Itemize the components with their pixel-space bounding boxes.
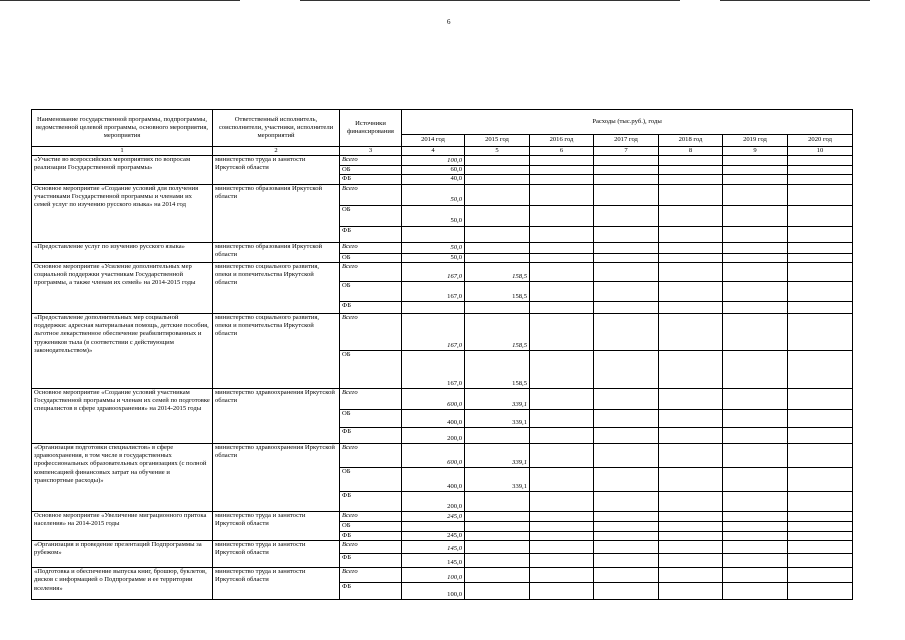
value-2015 <box>465 541 530 554</box>
value-empty <box>723 313 788 350</box>
value-empty <box>594 242 659 253</box>
measure-executor: министерство здравоохранения Иркутской области <box>213 443 340 511</box>
value-2015 <box>465 427 530 443</box>
value-empty <box>788 350 853 388</box>
value-empty <box>659 166 723 175</box>
value-empty <box>659 350 723 388</box>
funding-source: ФБ <box>340 554 402 568</box>
value-2014: 200,0 <box>402 491 465 511</box>
value-empty <box>659 226 723 242</box>
value-empty <box>788 313 853 350</box>
value-empty <box>659 554 723 568</box>
scan-edge-line <box>300 0 680 1</box>
funding-source: Всего <box>340 443 402 467</box>
funding-source: ОБ <box>340 409 402 427</box>
value-empty <box>659 583 723 600</box>
value-empty <box>788 253 853 262</box>
value-empty <box>594 301 659 313</box>
value-empty <box>530 166 594 175</box>
value-2014: 100,0 <box>402 583 465 600</box>
measure-executor: министерство труда и занятости Иркутской области <box>213 511 340 540</box>
year-header: 2014 год <box>402 135 465 147</box>
value-empty <box>723 511 788 521</box>
value-empty <box>788 491 853 511</box>
value-empty <box>530 313 594 350</box>
value-empty <box>659 511 723 521</box>
value-empty <box>530 156 594 166</box>
header-expenses: Расходы (тыс.руб.), годы <box>402 110 853 135</box>
value-empty <box>530 262 594 281</box>
value-empty <box>659 281 723 301</box>
measure-executor: министерство образования Иркутской области <box>213 184 340 242</box>
column-number: 8 <box>659 147 723 156</box>
funding-source: ОБ <box>340 350 402 388</box>
column-number: 1 <box>32 147 213 156</box>
value-empty <box>530 568 594 583</box>
value-empty <box>723 205 788 226</box>
funding-source: Всего <box>340 313 402 350</box>
value-empty <box>788 156 853 166</box>
value-empty <box>788 568 853 583</box>
value-empty <box>659 409 723 427</box>
funding-source: ОБ <box>340 467 402 491</box>
value-2015 <box>465 511 530 521</box>
funding-source: ФБ <box>340 175 402 184</box>
value-empty <box>723 166 788 175</box>
funding-source: Всего <box>340 388 402 409</box>
value-2015 <box>465 242 530 253</box>
year-header: 2017 год <box>594 135 659 147</box>
table-row <box>32 511 853 521</box>
value-2015: 339,1 <box>465 467 530 491</box>
value-empty <box>788 262 853 281</box>
value-empty <box>530 175 594 184</box>
value-empty <box>594 554 659 568</box>
value-empty <box>659 156 723 166</box>
funding-source: ФБ <box>340 427 402 443</box>
value-empty <box>788 583 853 600</box>
value-empty <box>788 541 853 554</box>
value-2014: 60,0 <box>402 166 465 175</box>
table-row <box>32 184 853 205</box>
value-empty <box>530 531 594 540</box>
value-empty <box>723 467 788 491</box>
value-empty <box>788 531 853 540</box>
measure-executor: министерство образования Иркутской области <box>213 242 340 262</box>
value-empty <box>594 226 659 242</box>
value-2014: 50,0 <box>402 184 465 205</box>
value-empty <box>723 443 788 467</box>
value-2014 <box>402 521 465 531</box>
measure-name: Основное мероприятие «Создание условий для получения участниками Государственной программы и членами их семей услуг по изучению русского языка» на 2014 год <box>32 184 213 242</box>
value-empty <box>659 467 723 491</box>
value-2015 <box>465 226 530 242</box>
value-2014: 245,0 <box>402 531 465 540</box>
measure-executor: министерство социального развития, опеки и попечительства Иркутской области <box>213 313 340 388</box>
value-empty <box>723 531 788 540</box>
value-empty <box>659 205 723 226</box>
value-empty <box>594 491 659 511</box>
value-empty <box>594 205 659 226</box>
value-empty <box>723 388 788 409</box>
funding-source: ОБ <box>340 205 402 226</box>
table-row <box>32 156 853 166</box>
value-empty <box>659 388 723 409</box>
value-empty <box>594 541 659 554</box>
value-empty <box>530 491 594 511</box>
value-2015 <box>465 301 530 313</box>
column-number: 10 <box>788 147 853 156</box>
measure-executor: министерство здравоохранения Иркутской области <box>213 388 340 443</box>
table-row <box>32 388 853 409</box>
value-2015 <box>465 531 530 540</box>
value-empty <box>530 281 594 301</box>
value-empty <box>788 184 853 205</box>
value-empty <box>530 409 594 427</box>
measure-executor: министерство труда и занятости Иркутской области <box>213 541 340 568</box>
value-empty <box>594 175 659 184</box>
value-empty <box>723 156 788 166</box>
value-2015 <box>465 253 530 262</box>
value-empty <box>530 427 594 443</box>
table-body <box>32 156 853 600</box>
value-empty <box>594 467 659 491</box>
funding-source: ФБ <box>340 583 402 600</box>
year-header: 2015 год <box>465 135 530 147</box>
value-empty <box>659 253 723 262</box>
value-empty <box>594 521 659 531</box>
funding-source: ОБ <box>340 253 402 262</box>
value-empty <box>594 253 659 262</box>
value-empty <box>659 184 723 205</box>
value-2014: 167,0 <box>402 350 465 388</box>
table-row <box>32 568 853 583</box>
value-empty <box>594 568 659 583</box>
value-2015: 158,5 <box>465 350 530 388</box>
value-2015: 158,5 <box>465 313 530 350</box>
value-empty <box>530 511 594 521</box>
measure-executor: министерство социального развития, опеки и попечительства Иркутской области <box>213 262 340 313</box>
measure-name: «Предоставление услуг по изучению русского языка» <box>32 242 213 262</box>
value-empty <box>723 253 788 262</box>
value-2015: 158,5 <box>465 262 530 281</box>
value-empty <box>594 388 659 409</box>
measure-name: «Организация и проведение презентаций Подпрограммы за рубежом» <box>32 541 213 568</box>
value-empty <box>788 409 853 427</box>
value-2014: 50,0 <box>402 253 465 262</box>
value-2014: 100,0 <box>402 568 465 583</box>
measure-executor: министерство труда и занятости Иркутской области <box>213 568 340 600</box>
value-empty <box>788 242 853 253</box>
year-header: 2016 год <box>530 135 594 147</box>
value-empty <box>530 242 594 253</box>
value-2014: 145,0 <box>402 541 465 554</box>
scan-edge-line <box>720 0 870 1</box>
value-2015 <box>465 184 530 205</box>
value-2015 <box>465 156 530 166</box>
value-empty <box>788 427 853 443</box>
value-empty <box>530 184 594 205</box>
measure-name: «Участие во всероссийских мероприятиях по вопросам реализации Государственной программы» <box>32 156 213 184</box>
value-empty <box>530 541 594 554</box>
value-empty <box>659 427 723 443</box>
value-empty <box>723 175 788 184</box>
value-empty <box>788 388 853 409</box>
value-empty <box>788 281 853 301</box>
funding-source: Всего <box>340 262 402 281</box>
table-row <box>32 541 853 554</box>
value-empty <box>659 541 723 554</box>
value-2014: 400,0 <box>402 467 465 491</box>
value-empty <box>659 242 723 253</box>
value-empty <box>723 521 788 531</box>
value-empty <box>723 491 788 511</box>
year-header: 2019 год <box>723 135 788 147</box>
value-2015 <box>465 175 530 184</box>
value-2014: 600,0 <box>402 443 465 467</box>
value-empty <box>788 467 853 491</box>
value-2014: 50,0 <box>402 205 465 226</box>
measure-name: Основное мероприятие «Усиление дополнительных мер социальной поддержки участникам Государственной программы, а также членам их семей» на 2014-2015 годы <box>32 262 213 313</box>
value-empty <box>594 313 659 350</box>
value-empty <box>723 184 788 205</box>
value-2015: 339,1 <box>465 443 530 467</box>
value-2014: 200,0 <box>402 427 465 443</box>
value-empty <box>659 568 723 583</box>
value-2014: 600,0 <box>402 388 465 409</box>
column-numbers-row <box>32 147 853 156</box>
value-empty <box>723 568 788 583</box>
measure-name: «Предоставление дополнительных мер социальной поддержки: адресная материальная помощь, детские пособия, льготное лекарственное обеспечение реабилитированных и тружеников тыла (в соответствии с действующим законодательством)» <box>32 313 213 388</box>
value-2015: 339,1 <box>465 388 530 409</box>
value-2015 <box>465 554 530 568</box>
value-empty <box>659 262 723 281</box>
value-empty <box>530 205 594 226</box>
column-number: 6 <box>530 147 594 156</box>
funding-source: ОБ <box>340 166 402 175</box>
value-2015: 339,1 <box>465 409 530 427</box>
value-empty <box>594 350 659 388</box>
year-header: 2018 год <box>659 135 723 147</box>
value-empty <box>594 583 659 600</box>
value-empty <box>788 443 853 467</box>
value-empty <box>788 205 853 226</box>
table-row <box>32 443 853 467</box>
value-2014: 245,0 <box>402 511 465 521</box>
funding-source: ФБ <box>340 491 402 511</box>
value-empty <box>594 184 659 205</box>
value-empty <box>788 301 853 313</box>
value-empty <box>594 409 659 427</box>
value-empty <box>530 226 594 242</box>
value-2014: 40,0 <box>402 175 465 184</box>
column-number: 3 <box>340 147 402 156</box>
value-empty <box>723 583 788 600</box>
value-empty <box>594 262 659 281</box>
value-empty <box>723 301 788 313</box>
column-number: 4 <box>402 147 465 156</box>
value-empty <box>659 301 723 313</box>
value-empty <box>530 554 594 568</box>
value-empty <box>530 467 594 491</box>
value-2014: 400,0 <box>402 409 465 427</box>
column-number: 2 <box>213 147 340 156</box>
value-empty <box>659 491 723 511</box>
value-empty <box>530 583 594 600</box>
value-empty <box>530 521 594 531</box>
value-empty <box>594 281 659 301</box>
funding-source: Всего <box>340 541 402 554</box>
value-2014: 145,0 <box>402 554 465 568</box>
value-2015 <box>465 205 530 226</box>
value-2015 <box>465 583 530 600</box>
value-empty <box>723 242 788 253</box>
value-2015 <box>465 166 530 175</box>
value-empty <box>659 313 723 350</box>
funding-source: ФБ <box>340 226 402 242</box>
funding-source: Всего <box>340 568 402 583</box>
header-name: Наименование государственной программы, подпрограммы, ведомственной целевой программы, основного мероприятия, мероприятия <box>32 110 213 147</box>
measure-name: «Организация подготовки специалистов» в сфере здравоохранения, в том числе в государственных профессиональных образовательных организациях (с полной компенсацией финансовых затрат на обучение и транспортные расходы)» <box>32 443 213 511</box>
page-number: 6 <box>447 18 451 26</box>
value-2014: 100,0 <box>402 156 465 166</box>
value-empty <box>594 443 659 467</box>
funding-source: ФБ <box>340 301 402 313</box>
value-empty <box>723 554 788 568</box>
funding-source: Всего <box>340 156 402 166</box>
value-empty <box>723 409 788 427</box>
value-2015 <box>465 521 530 531</box>
funding-source: Всего <box>340 511 402 521</box>
value-2014: 167,0 <box>402 313 465 350</box>
funding-source: ОБ <box>340 281 402 301</box>
value-empty <box>723 281 788 301</box>
column-number: 9 <box>723 147 788 156</box>
value-2014: 50,0 <box>402 242 465 253</box>
value-empty <box>530 350 594 388</box>
value-empty <box>659 531 723 540</box>
value-empty <box>594 427 659 443</box>
table-row <box>32 242 853 253</box>
value-2014 <box>402 301 465 313</box>
value-2014: 167,0 <box>402 262 465 281</box>
value-empty <box>594 531 659 540</box>
funding-source: ОБ <box>340 521 402 531</box>
value-empty <box>530 443 594 467</box>
measure-name: «Подготовка и обеспечение выпуска книг, брошюр, буклетов, дисков с информацией о Подпрограмме и ее территории вселения» <box>32 568 213 600</box>
header-executor: Ответственный исполнитель, соисполнители, участники, исполнители мероприятий <box>213 110 340 147</box>
value-empty <box>788 166 853 175</box>
scan-edge-line <box>0 0 240 1</box>
value-2014 <box>402 226 465 242</box>
funding-source: Всего <box>340 242 402 253</box>
value-empty <box>659 443 723 467</box>
value-empty <box>594 166 659 175</box>
year-header: 2020 год <box>788 135 853 147</box>
value-empty <box>594 511 659 521</box>
value-2015 <box>465 491 530 511</box>
value-2015 <box>465 568 530 583</box>
value-empty <box>723 427 788 443</box>
value-empty <box>530 253 594 262</box>
column-number: 7 <box>594 147 659 156</box>
value-empty <box>723 350 788 388</box>
measure-executor: министерство труда и занятости Иркутской области <box>213 156 340 184</box>
funding-source: Всего <box>340 184 402 205</box>
value-empty <box>659 175 723 184</box>
value-empty <box>788 226 853 242</box>
value-empty <box>723 541 788 554</box>
value-empty <box>723 262 788 281</box>
value-empty <box>788 554 853 568</box>
column-number: 5 <box>465 147 530 156</box>
measure-name: Основное мероприятие «Увеличение миграционного притока населения» на 2014-2015 годы <box>32 511 213 540</box>
table-row <box>32 313 853 350</box>
expenditure-table <box>31 109 853 600</box>
value-2015: 158,5 <box>465 281 530 301</box>
value-empty <box>659 521 723 531</box>
value-empty <box>788 175 853 184</box>
value-empty <box>723 226 788 242</box>
table-row <box>32 262 853 281</box>
funding-source: ФБ <box>340 531 402 540</box>
value-empty <box>594 156 659 166</box>
value-empty <box>788 521 853 531</box>
value-empty <box>530 388 594 409</box>
header-source: Источники финансирования <box>340 110 402 147</box>
value-empty <box>530 301 594 313</box>
value-2014: 167,0 <box>402 281 465 301</box>
measure-name: Основное мероприятие «Создание условий участникам Государственной программы и членам их семей по подготовке специалистов в сфере здравоохранения» на 2014-2015 годы <box>32 388 213 443</box>
value-empty <box>788 511 853 521</box>
